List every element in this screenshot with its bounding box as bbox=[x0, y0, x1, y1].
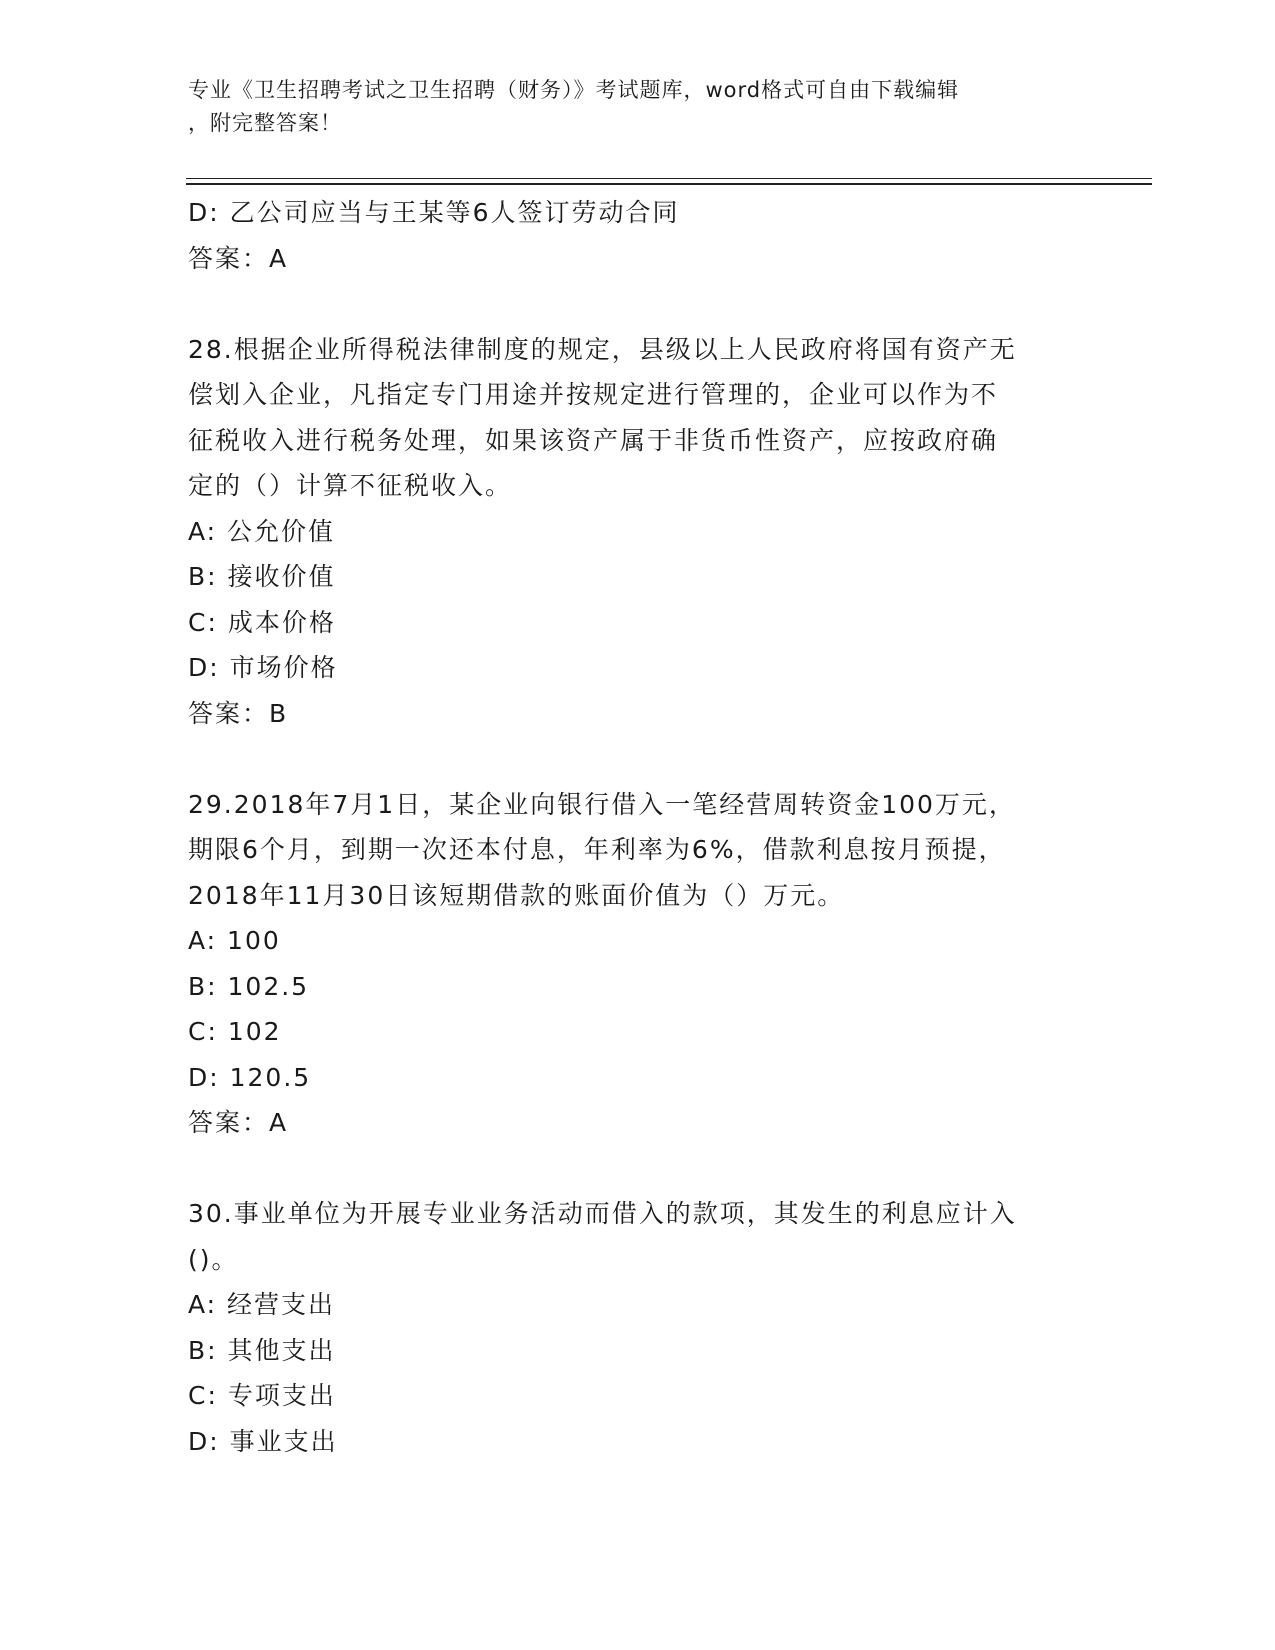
option-a: A: 经营支出 bbox=[188, 1290, 336, 1319]
answer: 答案：B bbox=[188, 698, 289, 728]
question-28 bbox=[188, 327, 1088, 737]
option-d: D: 事业支出 bbox=[188, 1426, 338, 1456]
spacer bbox=[188, 1146, 1088, 1192]
option-d: D: 市场价格 bbox=[188, 653, 338, 682]
question-stem-line: 定的（）计算不征税收入。 bbox=[188, 471, 513, 500]
question-29 bbox=[188, 782, 1088, 1146]
option-c: C: 成本价格 bbox=[188, 607, 336, 637]
spacer bbox=[188, 736, 1088, 782]
prev-answer: 答案：A bbox=[188, 243, 289, 273]
question-content bbox=[188, 190, 1088, 1464]
question-stem-line: ()。 bbox=[188, 1244, 239, 1274]
answer: 答案：A bbox=[188, 1108, 289, 1137]
document-header bbox=[188, 74, 1068, 140]
question-stem-line: 偿划入企业，凡指定专门用途并按规定进行管理的，企业可以作为不 bbox=[188, 380, 999, 409]
header-rule-thick bbox=[186, 183, 1152, 185]
option-d: D: 120.5 bbox=[188, 1062, 312, 1092]
spacer bbox=[188, 281, 1088, 327]
option-c: C: 专项支出 bbox=[188, 1381, 336, 1410]
option-b: B: 其他支出 bbox=[188, 1335, 336, 1365]
question-stem-line: 30.事业单位为开展专业业务活动而借入的款项，其发生的利息应计入 bbox=[188, 1199, 1017, 1228]
prev-option-d: D: 乙公司应当与王某等6人签订劳动合同 bbox=[188, 198, 680, 227]
option-b: B: 接收价值 bbox=[188, 562, 336, 591]
option-a: A: 100 bbox=[188, 926, 281, 955]
question-stem-line: 29.2018年7月1日，某企业向银行借入一笔经营周转资金100万元， bbox=[188, 789, 1016, 819]
question-stem-line: 28.根据企业所得税法律制度的规定，县级以上人民政府将国有资产无 bbox=[188, 334, 1017, 364]
question-30 bbox=[188, 1191, 1088, 1464]
option-c: C: 102 bbox=[188, 1017, 282, 1046]
header-line-2: ，附完整答案！ bbox=[188, 111, 342, 135]
header-line-1: 专业《卫生招聘考试之卫生招聘（财务）》考试题库，word格式可自由下载编辑 bbox=[188, 78, 960, 102]
question-stem-line: 2018年11月30日该短期借款的账面价值为（）万元。 bbox=[188, 880, 845, 910]
question-stem-line: 征税收入进行税务处理，如果该资产属于非货币性资产，应按政府确 bbox=[188, 425, 999, 455]
option-b: B: 102.5 bbox=[188, 971, 310, 1001]
question-stem-line: 期限6个月，到期一次还本付息，年利率为6%，借款利息按月预提， bbox=[188, 835, 1006, 864]
option-a: A: 公允价值 bbox=[188, 516, 336, 546]
header-rule-thin bbox=[186, 178, 1152, 179]
